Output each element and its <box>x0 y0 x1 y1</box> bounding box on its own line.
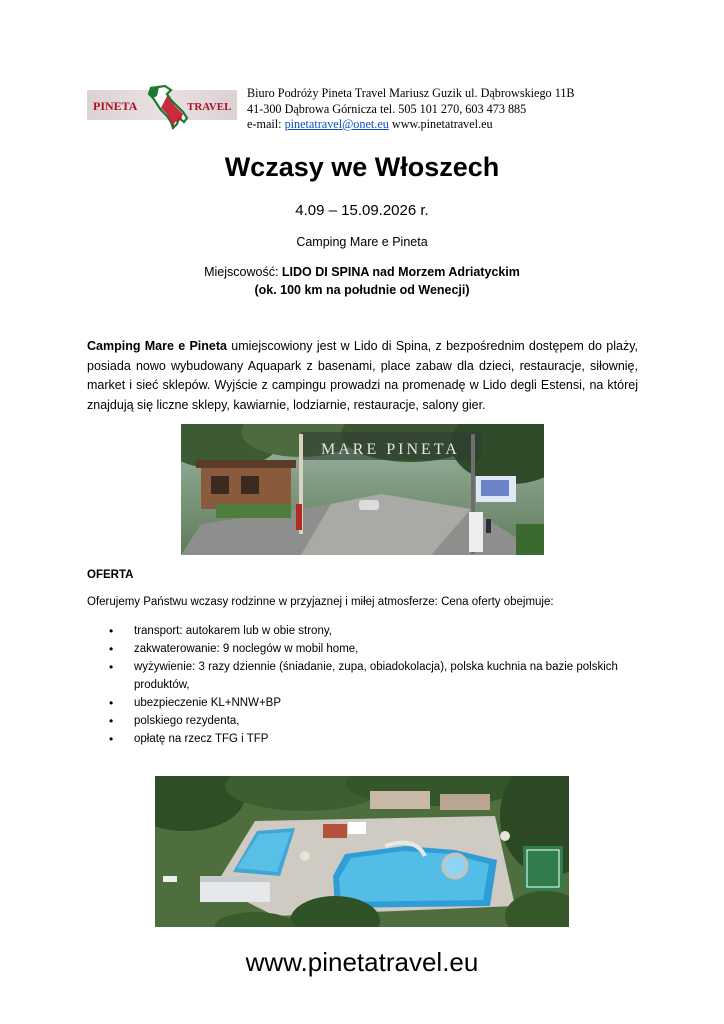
location-place: LIDO DI SPINA nad Morzem Adriatyckim <box>281 265 520 279</box>
description-camping-name: Camping Mare e Pineta <box>87 339 227 353</box>
entrance-sign-text: MARE PINETA <box>321 441 460 458</box>
company-info <box>247 86 575 133</box>
company-phone-line: 41-300 Dąbrowa Górnicza tel. 505 101 270, 603 473 885 <box>247 101 527 116</box>
offer-item: • opłatę na rzecz TFG i TFP <box>87 730 627 748</box>
email-label: e-mail: <box>247 117 285 131</box>
offer-item: • ubezpieczenie KL+NNW+BP <box>87 694 627 712</box>
description-text: umiejscowiony jest w Lido di Spina, z bezpośrednim dostępem do plaży, posiada nowo wybudowany Aquapark z basenami, place zabaw dla dzieci, restauracje, siłownię, market i sieć sklepów. Wyjście z campingu prowadzi na promenadę w Lido degli Estensi, na której znajdują się liczne sklepy, kawiarnie, lodziarnie, restauracje, salony gier. <box>87 339 638 412</box>
location-block <box>0 263 724 299</box>
camping-entrance-photo <box>181 424 544 555</box>
pineta-travel-logo <box>87 84 237 130</box>
svg-text:PINETA: PINETA <box>93 99 138 113</box>
offer-intro: Oferujemy Państwu wczasy rodzinne w przyjaznej i miłej atmosferze: Cena oferty obejmuje: <box>87 596 554 608</box>
offer-item: • wyżywienie: 3 razy dziennie (śniadanie, zupa, obiadokolacja), polska kuchnia na bazie polskich produktów, <box>87 658 627 694</box>
location-line <box>0 263 724 281</box>
offer-item: • zakwaterowanie: 9 noclegów w mobil home, <box>87 640 627 658</box>
website-text: www.pinetatravel.eu <box>391 117 493 131</box>
svg-text:TRAVEL: TRAVEL <box>187 101 232 113</box>
company-contact-line <box>247 117 575 133</box>
location-note: (ok. 100 km na południe od Wenecji) <box>254 283 470 297</box>
offer-heading: OFERTA <box>87 569 134 581</box>
trip-dates: 4.09 – 15.09.2026 r. <box>295 202 429 219</box>
offer-item: • polskiego rezydenta, <box>87 712 627 730</box>
camping-description <box>87 337 638 415</box>
location-label: Miejscowość: <box>204 265 282 279</box>
page-title: Wczasy we Włoszech <box>224 152 500 182</box>
offer-item: • transport: autokarem lub w obie strony, <box>87 622 627 640</box>
email-link[interactable]: pinetatravel@onet.eu <box>284 117 389 131</box>
company-address-line: Biuro Podróży Pineta Travel Mariusz Guzik ul. Dąbrowskiego 11B <box>247 86 575 100</box>
letterhead <box>87 84 647 136</box>
offer-list <box>87 622 627 748</box>
aquapark-aerial-photo <box>155 776 569 927</box>
footer-website-link[interactable]: www.pinetatravel.eu <box>245 947 479 977</box>
camping-name: Camping Mare e Pineta <box>296 235 428 249</box>
